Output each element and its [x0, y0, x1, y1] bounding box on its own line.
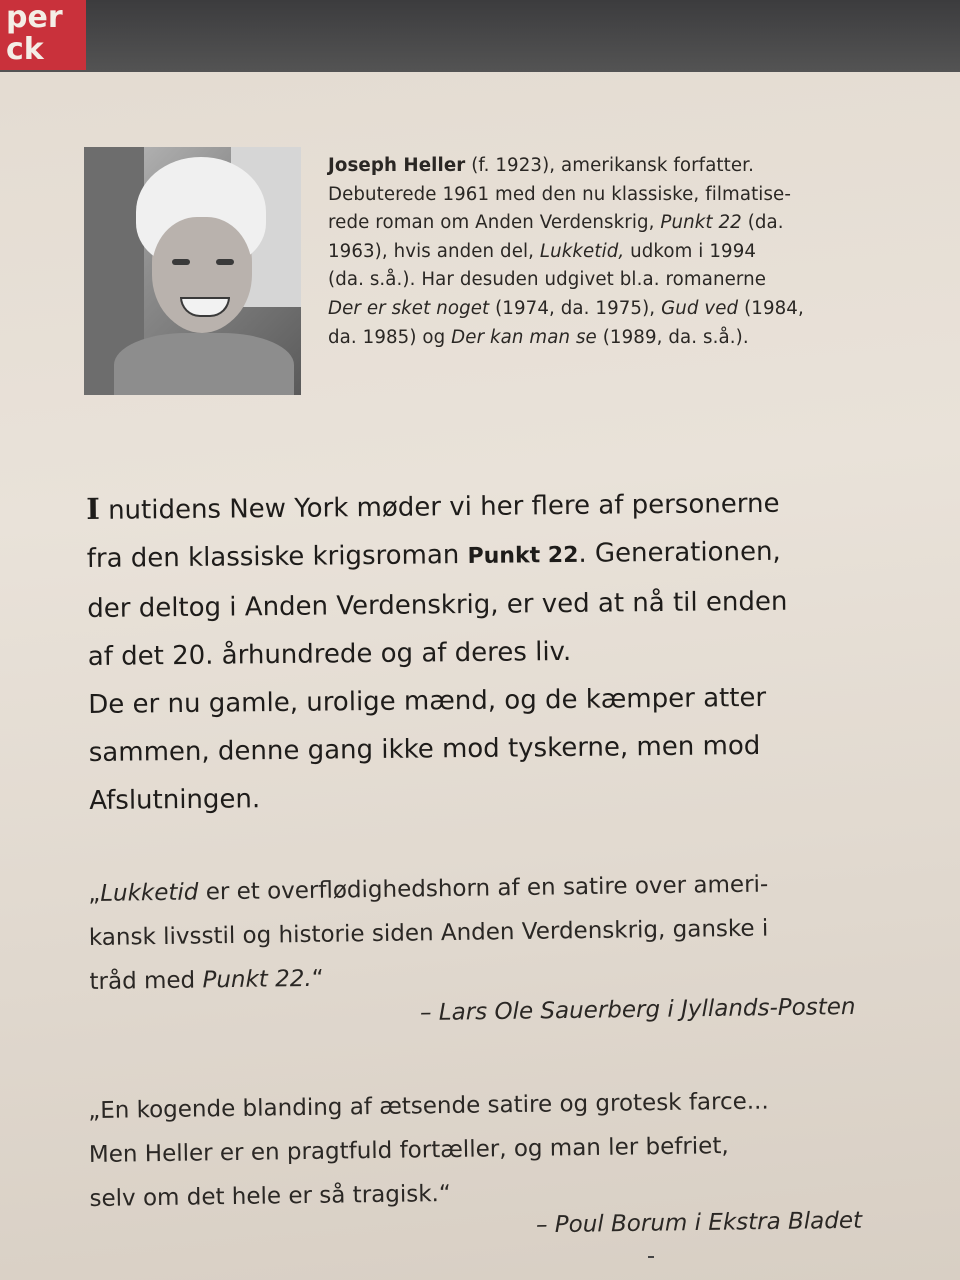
logo-text-line1: per: [6, 0, 63, 35]
review-attribution-1: – Lars Ole Sauerberg i Jyllands-Posten: [419, 993, 856, 1027]
publisher-logo-tab: [0, 0, 86, 70]
book-title-bold: Punkt 22: [467, 542, 579, 570]
logo-text-line2: ck: [6, 32, 44, 67]
book-title: Lukketid,: [539, 240, 625, 262]
book-title: Der kan man se: [451, 326, 597, 348]
author-photo: [84, 147, 301, 395]
author-name: Joseph Heller: [328, 155, 466, 176]
review-attribution-2: – Poul Borum i Ekstra Bladet: [535, 1207, 863, 1239]
review-quote-1: „Lukketid er et overflødighedshorn af en satire over ameri- kansk livsstil og historie siden Anden Verdenskrig, ganske i tråd med Punkt 22.“: [88, 871, 769, 995]
review-quote-2: „En kogende blanding af ætsende satire og grotesk farce... Men Heller er en pragtfuld fortæller, og man ler befriet, selv om det hele er så tragisk.“: [88, 1088, 769, 1212]
drop-cap: I: [86, 491, 101, 526]
print-mark: [648, 1256, 654, 1258]
back-cover-page: [0, 72, 960, 1280]
book-blurb: I nutidens New York møder vi her flere af personerne fra den klassiske krigsroman Punkt 22. Generationen, der deltog i Anden Verdenskrig, er ved at nå til enden af det 20. århundrede og af deres liv. De er nu gamle, urolige mænd, og de kæmper atter sammen, denne gang ikke mod tyskerne, men mod Afslutningen.: [86, 488, 788, 816]
book-title: Gud ved: [661, 297, 739, 319]
book-title: Der er sket noget: [328, 297, 490, 319]
author-bio: Joseph Heller (f. 1923), amerikansk forfatter. Debuterede 1961 med den nu klassiske, filmatise- rede roman om Anden Verdenskrig, Punkt 22 (da. 1963), hvis anden del, Lukketid, udkom i 1994 (da. s.å.). Har desuden udgivet bl.a. romanerne Der er sket noget (1974, da. 1975), Gud ved (1984, da. 1985) og Der kan man se (1989, da. s.å.).: [328, 155, 804, 348]
book-title: Punkt 22: [660, 212, 742, 234]
